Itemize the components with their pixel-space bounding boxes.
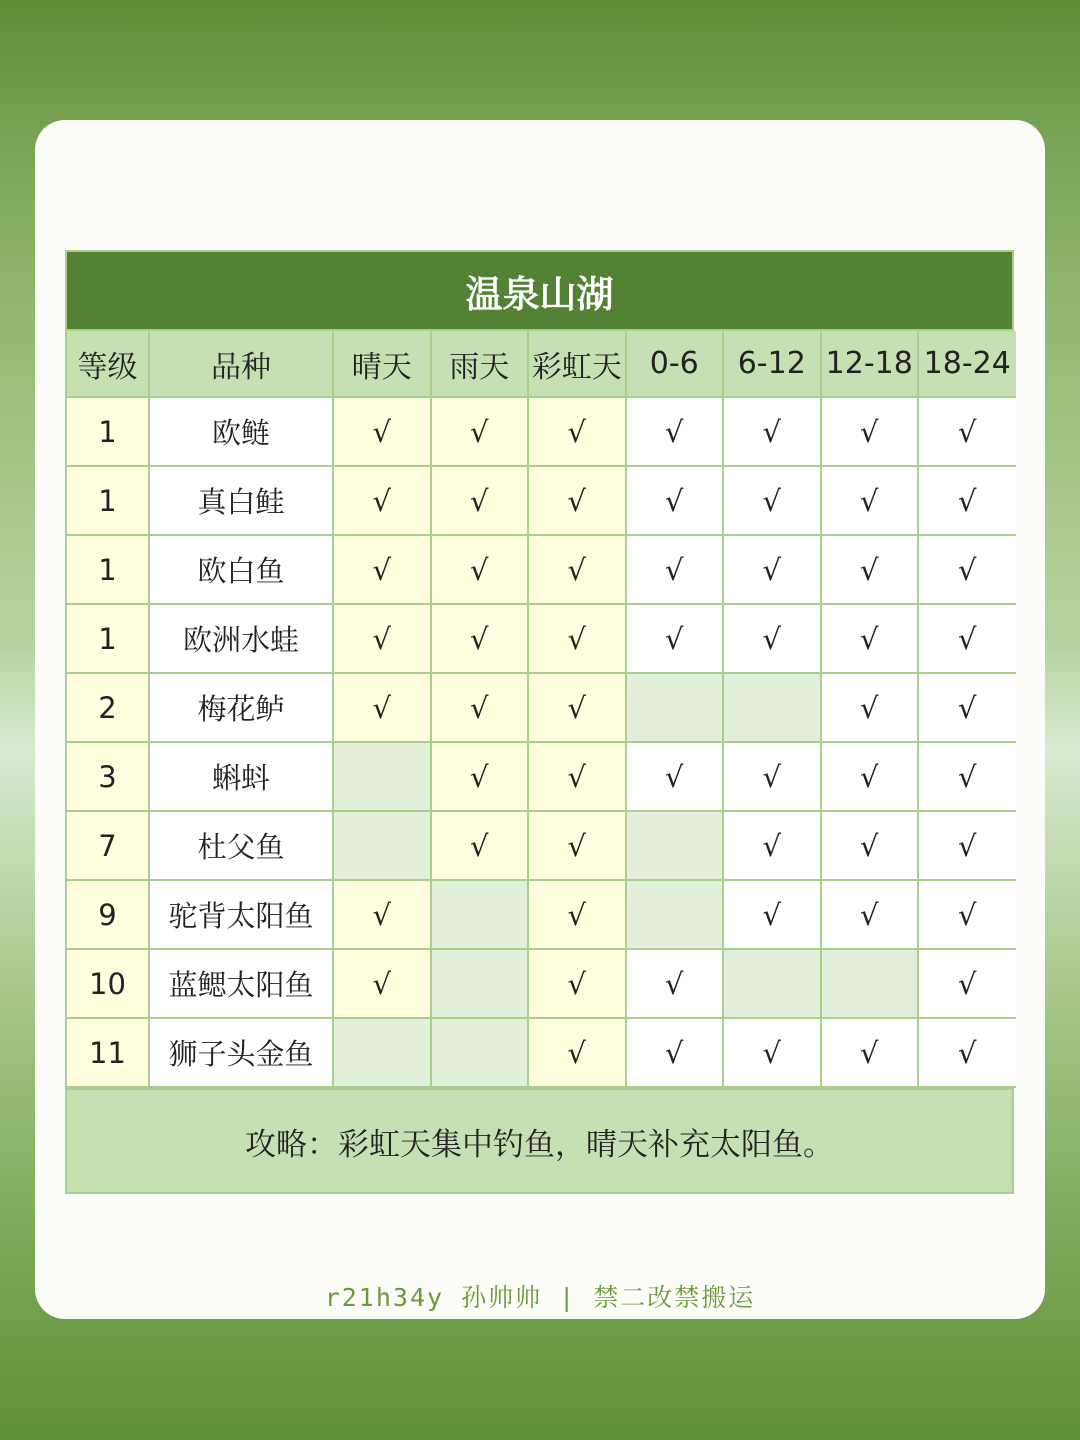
level-cell: 9 xyxy=(67,880,149,949)
time-cell: √ xyxy=(626,535,724,604)
header-rainy: 雨天 xyxy=(431,331,529,397)
time-cell: √ xyxy=(821,811,919,880)
table-row xyxy=(67,397,1016,466)
species-cell: 蓝鳃太阳鱼 xyxy=(149,949,333,1018)
time-cell: √ xyxy=(626,742,724,811)
table-row xyxy=(67,673,1016,742)
time-cell: √ xyxy=(918,673,1016,742)
species-cell: 狮子头金鱼 xyxy=(149,1018,333,1087)
header-time-0-6: 0-6 xyxy=(626,331,724,397)
weather-cell: √ xyxy=(431,811,529,880)
weather-cell: √ xyxy=(333,466,431,535)
weather-cell xyxy=(333,742,431,811)
table-row xyxy=(67,811,1016,880)
header-row xyxy=(67,331,1016,397)
species-cell: 蝌蚪 xyxy=(149,742,333,811)
weather-cell: √ xyxy=(528,742,626,811)
level-cell: 10 xyxy=(67,949,149,1018)
time-cell: √ xyxy=(821,466,919,535)
time-cell: √ xyxy=(626,604,724,673)
weather-cell: √ xyxy=(333,604,431,673)
weather-cell: √ xyxy=(528,949,626,1018)
fishing-card xyxy=(35,120,1045,1319)
weather-cell xyxy=(333,811,431,880)
level-cell: 7 xyxy=(67,811,149,880)
level-cell: 3 xyxy=(67,742,149,811)
weather-cell: √ xyxy=(528,535,626,604)
species-cell: 杜父鱼 xyxy=(149,811,333,880)
weather-cell: √ xyxy=(431,604,529,673)
time-cell: √ xyxy=(723,1018,821,1087)
time-cell: √ xyxy=(821,397,919,466)
time-cell: √ xyxy=(723,811,821,880)
time-cell: √ xyxy=(723,397,821,466)
weather-cell: √ xyxy=(431,535,529,604)
fishing-table xyxy=(67,331,1016,1088)
weather-cell xyxy=(431,949,529,1018)
time-cell: √ xyxy=(723,742,821,811)
time-cell: √ xyxy=(821,535,919,604)
species-cell: 欧鲢 xyxy=(149,397,333,466)
weather-cell xyxy=(431,1018,529,1087)
weather-cell: √ xyxy=(528,811,626,880)
level-cell: 11 xyxy=(67,1018,149,1087)
time-cell: √ xyxy=(723,466,821,535)
weather-cell: √ xyxy=(528,880,626,949)
header-time-6-12: 6-12 xyxy=(723,331,821,397)
weather-cell: √ xyxy=(333,880,431,949)
time-cell: √ xyxy=(918,811,1016,880)
weather-cell: √ xyxy=(431,466,529,535)
species-cell: 欧洲水蛙 xyxy=(149,604,333,673)
weather-cell: √ xyxy=(333,673,431,742)
time-cell: √ xyxy=(626,397,724,466)
time-cell xyxy=(626,880,724,949)
species-cell: 真白鲑 xyxy=(149,466,333,535)
time-cell xyxy=(626,811,724,880)
time-cell: √ xyxy=(918,604,1016,673)
time-cell: √ xyxy=(821,880,919,949)
time-cell: √ xyxy=(821,742,919,811)
header-time-18-24: 18-24 xyxy=(918,331,1016,397)
time-cell: √ xyxy=(821,604,919,673)
author-footer: r21h34y 孙帅帅 | 禁二改禁搬运 xyxy=(324,1283,756,1312)
weather-cell: √ xyxy=(528,466,626,535)
table-row xyxy=(67,604,1016,673)
weather-cell: √ xyxy=(528,604,626,673)
time-cell: √ xyxy=(723,535,821,604)
time-cell: √ xyxy=(821,673,919,742)
species-cell: 驼背太阳鱼 xyxy=(149,880,333,949)
weather-cell: √ xyxy=(431,742,529,811)
weather-cell xyxy=(333,1018,431,1087)
table-row xyxy=(67,880,1016,949)
time-cell xyxy=(723,673,821,742)
strategy-tip: 攻略：彩虹天集中钓鱼，晴天补充太阳鱼。 xyxy=(67,1088,1012,1192)
time-cell: √ xyxy=(821,1018,919,1087)
time-cell: √ xyxy=(723,880,821,949)
level-cell: 2 xyxy=(67,673,149,742)
table-row xyxy=(67,535,1016,604)
header-rainbow: 彩虹天 xyxy=(528,331,626,397)
time-cell: √ xyxy=(626,466,724,535)
weather-cell: √ xyxy=(528,1018,626,1087)
time-cell: √ xyxy=(626,1018,724,1087)
weather-cell: √ xyxy=(431,397,529,466)
weather-cell: √ xyxy=(528,673,626,742)
time-cell: √ xyxy=(918,880,1016,949)
time-cell: √ xyxy=(918,1018,1016,1087)
level-cell: 1 xyxy=(67,535,149,604)
time-cell: √ xyxy=(918,535,1016,604)
time-cell xyxy=(626,673,724,742)
fishing-table-sheet xyxy=(65,250,1014,1194)
weather-cell xyxy=(431,880,529,949)
weather-cell: √ xyxy=(431,673,529,742)
time-cell: √ xyxy=(918,397,1016,466)
header-time-12-18: 12-18 xyxy=(821,331,919,397)
level-cell: 1 xyxy=(67,466,149,535)
time-cell: √ xyxy=(723,604,821,673)
table-row xyxy=(67,466,1016,535)
header-species: 品种 xyxy=(149,331,333,397)
time-cell: √ xyxy=(918,949,1016,1018)
header-sunny: 晴天 xyxy=(333,331,431,397)
lake-title: 温泉山湖 xyxy=(67,252,1012,331)
time-cell xyxy=(821,949,919,1018)
level-cell: 1 xyxy=(67,604,149,673)
weather-cell: √ xyxy=(333,949,431,1018)
header-level: 等级 xyxy=(67,331,149,397)
time-cell: √ xyxy=(918,466,1016,535)
table-row xyxy=(67,1018,1016,1087)
level-cell: 1 xyxy=(67,397,149,466)
table-row xyxy=(67,949,1016,1018)
weather-cell: √ xyxy=(333,535,431,604)
time-cell xyxy=(723,949,821,1018)
time-cell: √ xyxy=(626,949,724,1018)
table-row xyxy=(67,742,1016,811)
time-cell: √ xyxy=(918,742,1016,811)
weather-cell: √ xyxy=(528,397,626,466)
species-cell: 欧白鱼 xyxy=(149,535,333,604)
weather-cell: √ xyxy=(333,397,431,466)
species-cell: 梅花鲈 xyxy=(149,673,333,742)
